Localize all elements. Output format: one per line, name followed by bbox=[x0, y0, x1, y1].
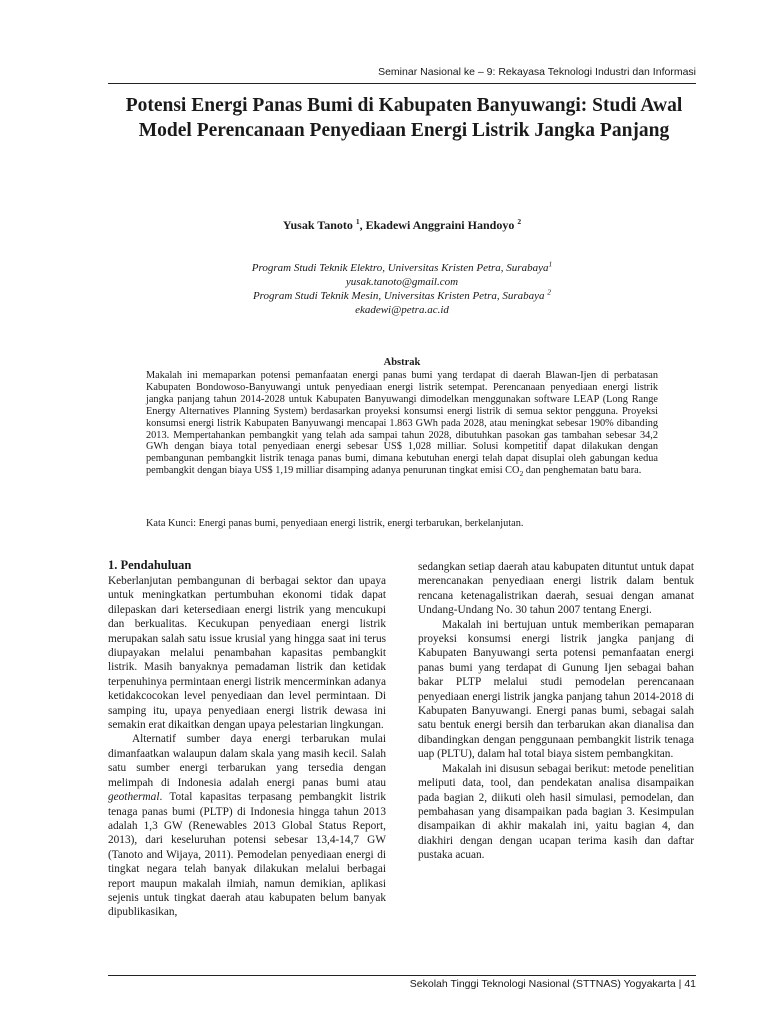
affiliation-1-sup: 1 bbox=[548, 259, 553, 269]
email-2: ekadewi@petra.ac.id bbox=[355, 304, 449, 316]
affiliation-2-text: Program Studi Teknik Mesin, Universitas Kristen Petra, Surabaya bbox=[252, 290, 548, 302]
email-1: yusak.tanoto@gmail.com bbox=[345, 276, 459, 288]
abstract-text-end: dan penghematan batu bara. bbox=[523, 465, 642, 477]
affiliations bbox=[108, 261, 696, 317]
paper-title: Potensi Energi Panas Bumi di Kabupaten Banyuwangi: Studi Awal Model Perencanaan Penyediaan Energi Listrik Jangka Panjang bbox=[125, 95, 683, 141]
paragraph-3: sedangkan setiap daerah atau kabupaten dituntut untuk dapat merencanakan penyediaan energi listrik dalam bentuk rencana ketenagalistrikan daerah, sesuai dengan amanat Undang-Undang No. 30 tahun 2007 tentang Energi. bbox=[418, 561, 694, 617]
author-1: Yusak Tanoto bbox=[282, 218, 356, 232]
author-separator: , bbox=[359, 218, 366, 232]
section-heading: 1. Pendahuluan bbox=[108, 558, 192, 572]
affiliation-2-sup: 2 bbox=[547, 287, 552, 297]
left-column bbox=[108, 558, 386, 920]
paragraph-2-text-a: Alternatif sumber daya energi terbarukan mulai dimanfaatkan walaupun dalam skala yang masih kecil. Salah satu sumber energi terbarukan yang tersedia dengan melimpah di Indonesia adalah energi panas bumi atau bbox=[108, 733, 386, 789]
paragraph-1: Keberlanjutan pembangunan di berbagai sektor dan upaya untuk meningkatkan pertumbuhan ekonomi tidak dapat dilepaskan dari ketersediaan energi listrik yang mencukupi dan berkualitas. Kecukupan penyediaan energi listrik merupakan salah satu issue krusial yang hingga saat ini terus diupayakan melalui penambahan kapasitas pembangkit listrik. Masih banyaknya pemadaman listrik dan ketidak terpenuhinya permintaan energi listrik mencerminkan adanya ketidakcocokan level penyediaan dan level permintaan. Di samping itu, upaya penyediaan energi listrik dewasa ini semakin erat dikaitkan dengan upaya pelestarian lingkungan. bbox=[108, 575, 386, 732]
affiliation-1 bbox=[108, 261, 696, 275]
running-header: Seminar Nasional ke – 9: Rekayasa Teknologi Industri dan Informasi bbox=[378, 66, 696, 78]
abstract-text: Makalah ini memaparkan potensi pemanfaatan energi panas bumi yang terdapat di daerah Blawan-Ijen di perbatasan Kabupaten Bondowoso-Banyuwangi untuk penyediaan energi listrik setempat. Perencanaan penyediaan energi listrik jangka panjang tahun 2014-2028 untuk Kabupaten Banyuwangi dimodelkan menggunakan software LEAP (Long Range Energy Alternatives Planning System) berdasarkan proyeksi konsumsi energi listrik di semua sektor pengguna. Proyeksi konsumsi energi listrik Kabupaten Banyuwangi mencapai 1.863 GWh pada 2028, atau meningkat sebesar 190% dibanding 2013. Mempertahankan pembangkit yang telah ada sampai tahun 2028, dibutuhkan pasokan gas tambahan sebesar 34,2 GWh dengan biaya total penyediaan energi sebesar US$ 1,028 milliar. Solusi kompetitif dapat dilakukan dengan pembangunan pembangkit listrik tenaga panas bumi, dimana kebutuhan energi telah dapat disuplai oleh gabungan kedua pembangkit dengan biaya US$ 1,19 milliar disamping adanya penurunan tingkat emisi CO bbox=[146, 370, 658, 477]
author-2: Ekadewi Anggraini Handoyo bbox=[365, 218, 518, 232]
co2-subscript: 2 bbox=[519, 469, 524, 479]
abstract-body bbox=[146, 370, 658, 477]
author-line bbox=[108, 218, 696, 233]
running-footer: Sekolah Tinggi Teknologi Nasional (STTNAS) Yogyakarta | 41 bbox=[409, 978, 696, 990]
author-2-sup: 2 bbox=[517, 217, 522, 226]
author-1-sup: 1 bbox=[355, 217, 360, 226]
affiliation-2 bbox=[108, 289, 696, 303]
paragraph-5: Makalah ini disusun sebagai berikut: metode penelitian meliputi data, tool, dan pendekatan analisa disampaikan pada bagian 2, diikuti oleh hasil simulasi, pemodelan, dan pembahasan yang disampaikan pada bagian 3. Kesimpulan disampaikan di akhir makalah ini, yaitu bagian 4, dan diakhiri dengan dengan ucapan terima kasih dan daftar pustaka acuan. bbox=[418, 762, 694, 862]
affiliation-1-text: Program Studi Teknik Elektro, Universitas Kristen Petra, Surabaya bbox=[251, 262, 549, 274]
abstract-heading: Abstrak bbox=[383, 357, 421, 368]
geothermal-term: geothermal bbox=[108, 791, 160, 804]
paragraph-2 bbox=[108, 732, 386, 919]
right-column bbox=[418, 560, 694, 863]
footer-rule bbox=[108, 975, 696, 976]
paragraph-2-text-b: . Total kapasitas terpasang pembangkit listrik tenaga panas bumi (PLTP) di Indonesia hingga tahun 2013 adalah 1,3 GW (Renewables 2013 Global Status Report, 2013), dari keseluruhan potensi sebesar 13,4-14,7 GW (Tanoto and Wijaya, 2011). Pemodelan penyediaan energi di tingkat negara telah banyak dilakukan melalui berbagai report maupun makalah ilmiah, namun demikian, aplikasi sejenis untuk tingkat daerah atau kabupaten belum banyak dipublikasikan, bbox=[108, 791, 386, 919]
header-rule bbox=[108, 83, 696, 84]
paragraph-4: Makalah ini bertujuan untuk memberikan pemaparan proyeksi konsumsi energi listrik jangka panjang di Kabupaten Banyuwangi serta potensi pemanfaatan energi panas bumi yang terdapat di Gunung Ijen sebagai bahan bakar PLTP melalui studi pemodelan perencanaan penyediaan energi listrik jangka panjang tahun 2014-2018 di Kabupaten Banyuwangi. Energi panas bumi, sebagai salah satu bentuk energi bersih dan terbarukan akan dianalisa dan dibandingkan dengan penggunaan pembangkit listrik tenaga uap (PLTU), dalam hal total biaya sistem pembangkitan. bbox=[418, 618, 694, 761]
keywords: Kata Kunci: Energi panas bumi, penyediaan energi listrik, energi terbarukan, berkelanjutan. bbox=[146, 518, 524, 529]
